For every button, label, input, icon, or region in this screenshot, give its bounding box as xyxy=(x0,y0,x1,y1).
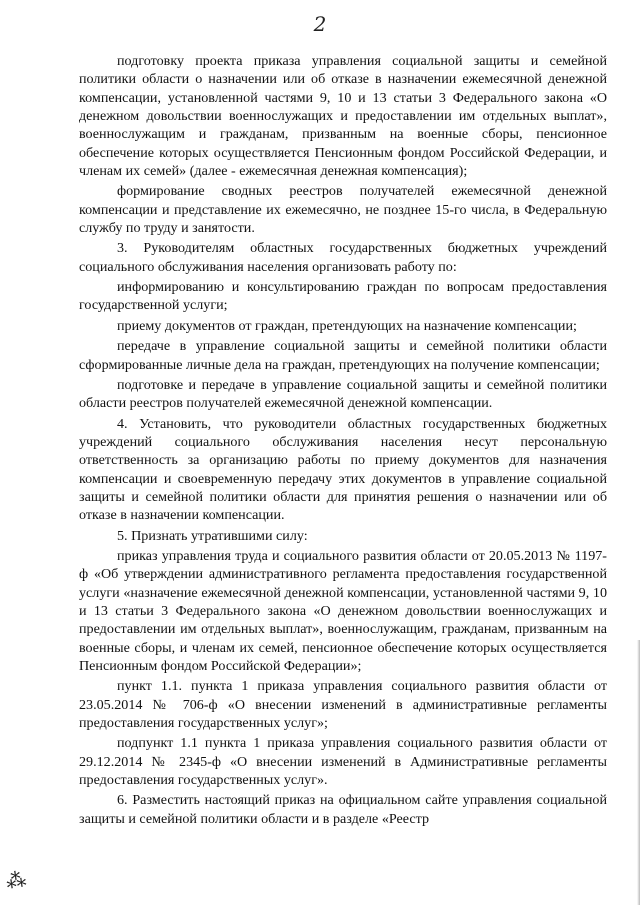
paragraph-preparation-order: подготовку проекта приказа управления социальной защиты и семейной политики области о назначении или об отказе в назначении ежемесячной денежной компенсации, установленной частями 9, 10 и 13 статьи 3 Федерального закона «О денежном довольствии военнослужащих и предоставлении им отдельных выплат», военнослужащим и гражданам, призванным на военные сборы, пенсионное обеспечение которых осуществляется Пенсионным фондом Российской Федерации, и членам их семей» (далее - ежемесячная денежная компенсация); xyxy=(79,53,607,180)
paragraph-item-5: 5. Признать утратившими силу: xyxy=(117,527,308,544)
paragraph-informing: информированию и консультированию граждан по вопросам предоставления государственной услуги; xyxy=(79,279,607,314)
paragraph-transfer-files: передаче в управление социальной защиты и семейной политики области сформированные личные дела на граждан, претендующих на получение компенсации; xyxy=(79,338,607,373)
paragraph-item-3: 3. Руководителям областных государственных бюджетных учреждений социального обслуживания населения организовать работу по: xyxy=(79,240,607,275)
paragraph-transfer-registers: подготовке и передаче в управление социальной защиты и семейной политики области реестров получателей ежемесячной денежной компенсации. xyxy=(79,376,607,412)
paragraph-order-706: пункт 1.1. пункта 1 приказа управления социального развития области от 23.05.2014 № 706-ф «О внесении изменений в административные регламенты предоставления государственных услуг»; xyxy=(79,678,607,732)
document-body xyxy=(79,52,607,828)
paragraph-order-2345: подпункт 1.1 пункта 1 приказа управления социального развития области от 29.12.2014 № 2345-ф «О внесении изменений в Административные регламенты предоставления государственных услуг». xyxy=(79,735,607,789)
handwritten-mark: ⁂ xyxy=(4,866,28,894)
paragraph-item-6: 6. Разместить настоящий приказ на официальном сайте управления социальной защиты и семейной политики области и в разделе «Реестр xyxy=(79,792,607,827)
page-number: 2 xyxy=(313,12,327,36)
paragraph-order-1197: приказ управления труда и социального развития области от 20.05.2013 № 1197-ф «Об утверждении административного регламента предоставления государственной услуги «назначение ежемесячной денежной компенсации, установленной частями 9, 10 и 13 статьи 3 Федерального закона «О денежном довольствии военнослужащих и предоставлении им отдельных выплат», военнослужащим, гражданам, призванным на военные сборы, и членам их семей, пенсионное обеспечение которых осуществляется Пенсионным фондом Российской Федерации»; xyxy=(79,547,607,674)
paragraph-registers: формирование сводных реестров получателей ежемесячной денежной компенсации и представление их ежемесячно, не позднее 15-го числа, в Федеральную службу по труду и занятости. xyxy=(79,183,607,237)
paragraph-receiving-documents: приему документов от граждан, претендующих на назначение компенсации; xyxy=(117,317,577,334)
paragraph-item-4: 4. Установить, что руководители областных государственных бюджетных учреждений социального обслуживания населения несут персональную ответственность за организацию работы по приему документов для назначения компенсации и своевременную передачу этих документов в управление социальной защиты и семейной политики области для принятия решения о назначении или об отказе в назначении компенсации. xyxy=(79,415,607,524)
